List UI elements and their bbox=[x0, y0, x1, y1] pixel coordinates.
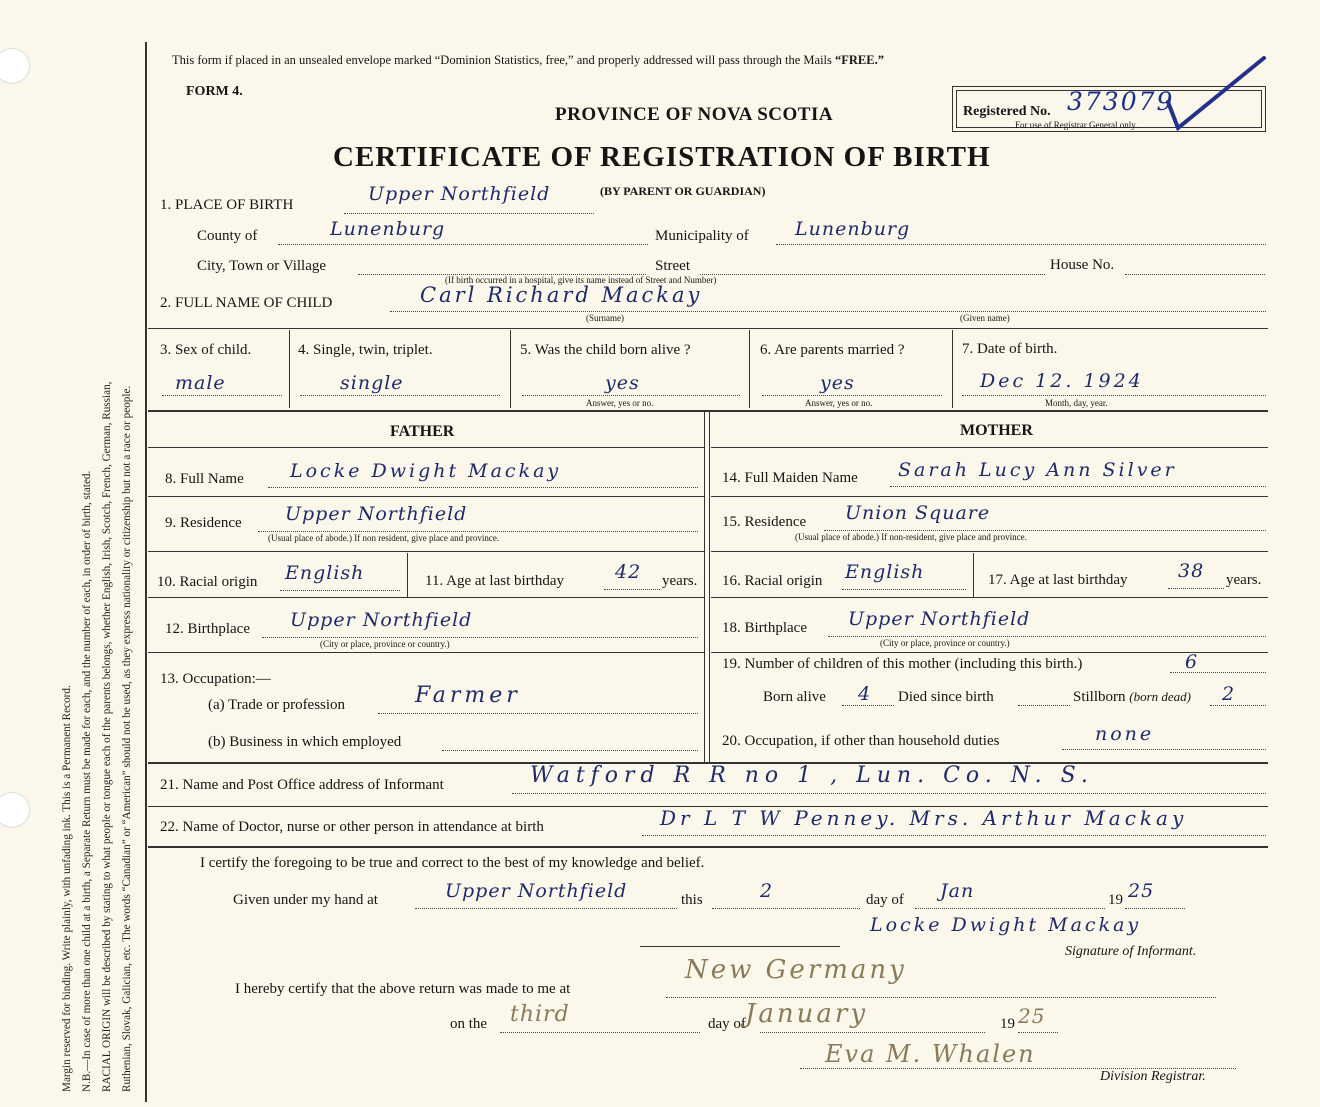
born-alive-label: 5. Was the child born alive ? bbox=[520, 342, 691, 358]
mother-age-value: 38 bbox=[1178, 560, 1205, 582]
place-of-birth-label: 1. PLACE OF BIRTH bbox=[160, 197, 294, 213]
father-age-label: 11. Age at last birthday bbox=[425, 573, 564, 589]
registrar-signature-value: Eva M. Whalen bbox=[825, 1040, 1036, 1068]
mother-birthplace-label: 18. Birthplace bbox=[722, 620, 807, 636]
date-of-birth-note: Month, day, year. bbox=[1045, 398, 1108, 408]
father-age-value: 42 bbox=[615, 561, 642, 583]
doctor-label: 22. Name of Doctor, nurse or other person in attendance at birth bbox=[160, 819, 544, 835]
informant-label: 21. Name and Post Office address of Informant bbox=[160, 777, 444, 793]
registrar-signature-label: Division Registrar. bbox=[1100, 1069, 1206, 1084]
trade-value: Farmer bbox=[415, 683, 521, 708]
father-heading: FATHER bbox=[390, 423, 455, 440]
died-since-birth-label: Died since birth bbox=[898, 689, 994, 705]
margin-note-racial-1: RACIAL ORIGIN will be described by stating to what people or tongue each of the parents belongs, whether English, Irish, Scotch, French, German, Russian, bbox=[101, 381, 113, 1092]
doctor-value: Dr L T W Penney. Mrs. Arthur Mackay bbox=[660, 806, 1188, 830]
mother-residence-note: (Usual place of abode.) If non-resident, give place and province. bbox=[795, 532, 1027, 542]
surname-note: (Surname) bbox=[586, 313, 624, 323]
mother-occupation-value: none bbox=[1095, 723, 1155, 745]
father-racial-label: 10. Racial origin bbox=[157, 574, 258, 590]
father-racial-value: English bbox=[285, 562, 365, 584]
house-label: House No. bbox=[1050, 257, 1115, 273]
given-day-of-label: day of bbox=[866, 892, 904, 908]
mother-birthplace-note: (City or place, province or country.) bbox=[880, 638, 1010, 648]
registered-label: Registered No. bbox=[963, 104, 1051, 119]
child-name-label: 2. FULL NAME OF CHILD bbox=[160, 295, 333, 311]
mother-residence-label: 15. Residence bbox=[722, 514, 807, 530]
mother-age-unit: years. bbox=[1226, 572, 1262, 588]
punch-hole-top bbox=[0, 48, 30, 84]
registrar-year-value: 25 bbox=[1018, 1004, 1046, 1028]
single-twin-value: single bbox=[340, 372, 404, 394]
mother-name-label: 14. Full Maiden Name bbox=[722, 470, 858, 486]
father-birthplace-value: Upper Northfield bbox=[290, 609, 473, 631]
father-occupation-label: 13. Occupation:— bbox=[160, 671, 271, 687]
informant-value: Watford R R no 1 , Lun. Co. N. S. bbox=[530, 763, 1094, 788]
registrar-place-value: New Germany bbox=[685, 955, 907, 985]
given-place-value: Upper Northfield bbox=[445, 880, 628, 902]
parents-married-label: 6. Are parents married ? bbox=[760, 342, 905, 358]
registrar-year-prefix: 19 bbox=[1000, 1016, 1015, 1032]
mother-children-value: 6 bbox=[1185, 651, 1199, 673]
mother-racial-value: English bbox=[845, 561, 925, 583]
father-residence-value: Upper Northfield bbox=[285, 503, 468, 525]
mother-racial-label: 16. Racial origin bbox=[722, 573, 823, 589]
given-under-label: Given under my hand at bbox=[233, 892, 378, 908]
mother-heading: MOTHER bbox=[960, 422, 1033, 439]
father-birthplace-note: (City or place, province or country.) bbox=[320, 639, 450, 649]
municipality-label: Municipality of bbox=[655, 228, 749, 244]
mother-birthplace-value: Upper Northfield bbox=[848, 608, 1031, 630]
given-name-note: (Given name) bbox=[960, 313, 1010, 323]
trade-label: (a) Trade or profession bbox=[208, 697, 346, 713]
hospital-note: (If birth occurred in a hospital, give its name instead of Street and Number) bbox=[445, 275, 717, 285]
sex-label: 3. Sex of child. bbox=[160, 342, 252, 358]
parents-married-value: yes bbox=[820, 372, 855, 394]
this-label: this bbox=[681, 892, 703, 908]
municipality-value: Lunenburg bbox=[795, 218, 911, 240]
father-residence-note: (Usual place of abode.) If non resident, give place and province. bbox=[268, 533, 500, 543]
registrar-day-value: third bbox=[510, 1002, 570, 1027]
father-name-label: 8. Full Name bbox=[165, 471, 244, 487]
date-of-birth-value: Dec 12. 1924 bbox=[980, 370, 1144, 392]
mother-residence-value: Union Square bbox=[845, 502, 991, 524]
registered-number: 373079 bbox=[1067, 87, 1175, 116]
page-title: CERTIFICATE OF REGISTRATION OF BIRTH bbox=[333, 141, 991, 173]
mother-occupation-label: 20. Occupation, if other than household duties bbox=[722, 733, 1000, 749]
on-the-label: on the bbox=[450, 1016, 488, 1032]
province-title: PROVINCE OF NOVA SCOTIA bbox=[555, 104, 834, 125]
given-month-value: Jan bbox=[940, 880, 975, 902]
informant-signature-label: Signature of Informant. bbox=[1065, 944, 1197, 959]
check-mark-icon bbox=[1160, 54, 1270, 134]
born-alive-note: Answer, yes or no. bbox=[586, 398, 654, 408]
given-year-prefix: 19 bbox=[1108, 892, 1123, 908]
born-alive-count-label: Born alive bbox=[763, 689, 826, 705]
mother-children-label: 19. Number of children of this mother (including this birth.) bbox=[722, 656, 1083, 672]
punch-hole-bottom bbox=[0, 792, 30, 828]
margin-note-racial-2: Ruthenian, Slovak, Galician, etc. The words “Canadian” or “American” should not be used, as they express nationality or citizenship but not a race or people. bbox=[121, 385, 133, 1092]
born-alive-count-value: 4 bbox=[858, 683, 872, 705]
given-year-value: 25 bbox=[1128, 880, 1155, 902]
child-name-value: Carl Richard Mackay bbox=[420, 283, 703, 307]
street-label: Street bbox=[655, 258, 690, 274]
father-age-unit: years. bbox=[662, 573, 698, 589]
father-residence-label: 9. Residence bbox=[165, 515, 242, 531]
place-of-birth-value: Upper Northfield bbox=[368, 183, 551, 205]
registrar-note: For use of Registrar General only. bbox=[1015, 120, 1138, 130]
given-day-value: 2 bbox=[760, 880, 774, 902]
sex-value: male bbox=[175, 372, 226, 394]
business-label: (b) Business in which employed bbox=[208, 734, 402, 750]
informant-signature-value: Locke Dwight Mackay bbox=[870, 914, 1142, 936]
margin-note-nb: N.B.—In case of more than one child at a birth, a Separate Return must be made for each, and the number of each, in order of birth, stated. bbox=[81, 470, 93, 1092]
form-number: FORM 4. bbox=[186, 84, 243, 99]
registrar-month-value: January bbox=[745, 999, 869, 1029]
county-value: Lunenburg bbox=[330, 218, 446, 240]
margin-note-binding: Margin reserved for binding. Write plainly, with unfading ink. This is a Permanent Record. bbox=[61, 685, 73, 1092]
margin-border bbox=[145, 42, 147, 1102]
parents-married-note: Answer, yes or no. bbox=[805, 398, 873, 408]
born-alive-value: yes bbox=[605, 372, 640, 394]
father-name-value: Locke Dwight Mackay bbox=[290, 460, 562, 482]
single-twin-label: 4. Single, twin, triplet. bbox=[298, 342, 433, 358]
city-label: City, Town or Village bbox=[197, 258, 327, 274]
certify-statement: I certify the foregoing to be true and correct to the best of my knowledge and belief. bbox=[200, 855, 705, 871]
mail-note: This form if placed in an unsealed envelope marked “Dominion Statistics, free,” and properly addressed will pass through the Mails “FREE.” bbox=[172, 53, 884, 67]
mother-age-label: 17. Age at last birthday bbox=[988, 572, 1128, 588]
registrar-day-of-label: day of bbox=[708, 1016, 746, 1032]
stillborn-value: 2 bbox=[1222, 683, 1236, 705]
father-birthplace-label: 12. Birthplace bbox=[165, 621, 250, 637]
stillborn-label: Stillborn (born dead) bbox=[1073, 689, 1192, 705]
registrar-statement: I hereby certify that the above return was made to me at bbox=[235, 981, 571, 997]
date-of-birth-label: 7. Date of birth. bbox=[962, 341, 1058, 357]
county-label: County of bbox=[197, 228, 258, 244]
parent-guardian-subtitle: (BY PARENT OR GUARDIAN) bbox=[600, 184, 766, 198]
mother-name-value: Sarah Lucy Ann Silver bbox=[898, 459, 1177, 481]
